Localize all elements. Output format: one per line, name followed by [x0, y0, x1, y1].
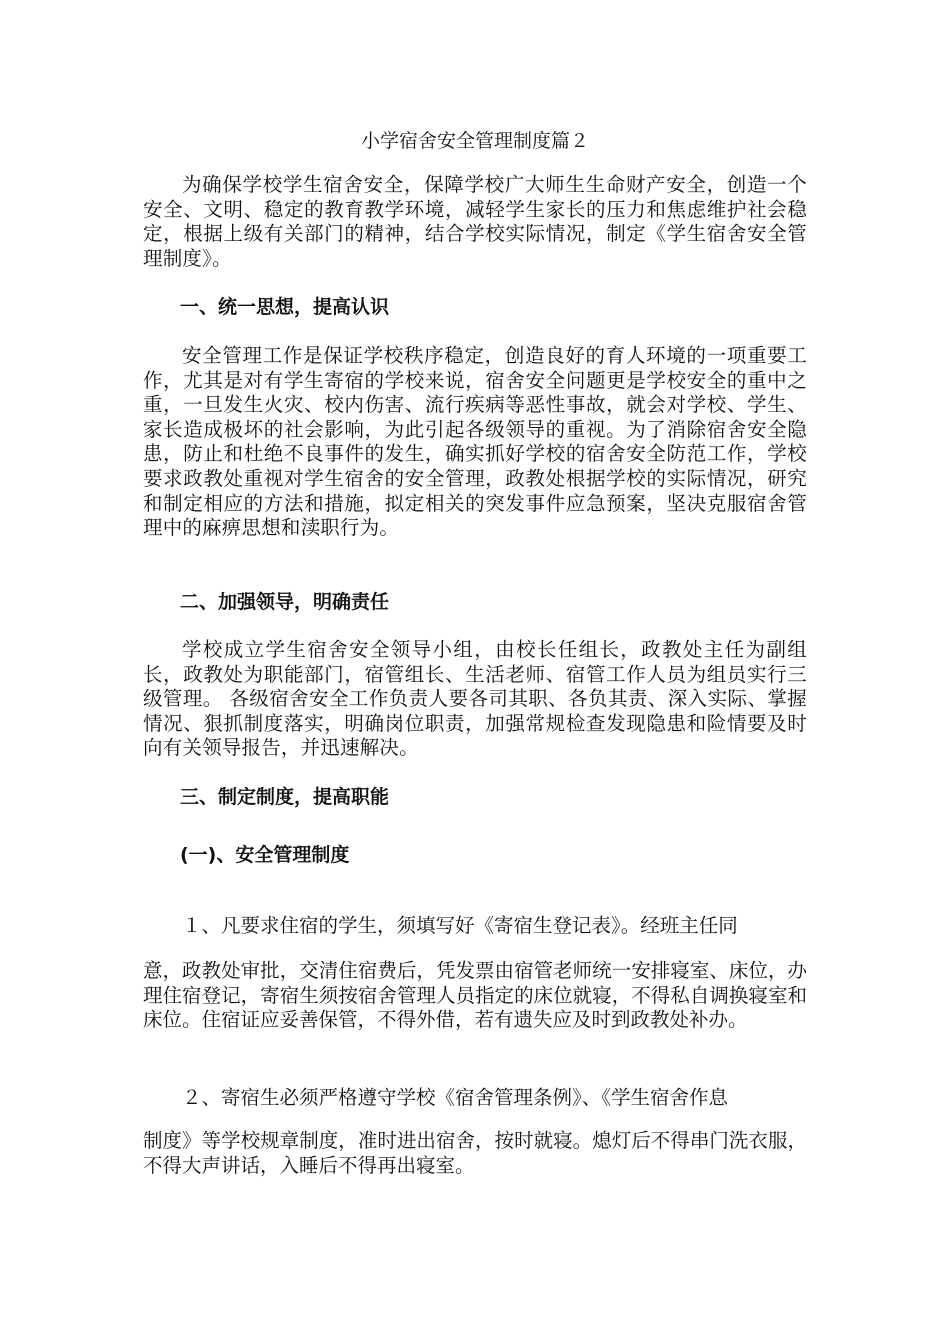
page-title: 小学宿舍安全管理制度篇２ [360, 130, 589, 152]
intro-paragraph: 为确保学校学生宿舍安全，保障学校广大师生生命财产安全，创造一个安全、文明、稳定的教育教学环境，减轻学生家长的压力和焦虑维护社会稳定，根据上级有关部门的精神，结合学校实际情况，制定《学生宿舍安全管理制度》。 [143, 173, 807, 270]
section-2-heading: 二、加强领导，明确责任 [180, 591, 390, 613]
rule-item-1-first-line: １、凡要求住宿的学生，须填写好《寄宿生登记表》。经班主任同 [182, 914, 738, 937]
rule-item-2-continuation: 制度》等学校规章制度，准时进出宿舍，按时就寝。熄灯后不得串门洗衣服，不得大声讲话，入睡后不得再出寝室。 [143, 1129, 807, 1177]
subsection-heading: (一)、安全管理制度 [180, 844, 350, 866]
section-1-heading: 一、统一思想，提高认识 [180, 296, 390, 318]
rule-item-2-first-line: ２、寄宿生必须严格遵守学校《宿舍管理条例》、《学生宿舍作息 [182, 1086, 729, 1109]
section-3-heading: 三、制定制度，提高职能 [180, 786, 390, 808]
section-2-paragraph: 学校成立学生宿舍安全领导小组，由校长任组长，政教处主任为副组长，政教处为职能部门，宿管组长、生活老师、宿管工作人员为组员实行三级管理。 各级宿舍安全工作负责人要各司其职、各负其责、深入实际、掌握情况、狠抓制度落实，明确岗位职责，加强常规检查发现隐患和险情要及时向有关领导报告，并迅速解决。 [143, 638, 807, 760]
section-1-paragraph: 安全管理工作是保证学校秩序稳定，创造良好的育人环境的一项重要工作，尤其是对有学生寄宿的学校来说，宿舍安全问题更是学校安全的重中之重，一旦发生火灾、校内伤害、流行疾病等恶性事故，就会对学校、学生、家长造成极坏的社会影响，为此引起各级领导的重视。为了消除宿舍安全隐患，防止和杜绝不良事件的发生，确实抓好学校的宿舍安全防范工作，学校要求政教处重视对学生宿舍的安全管理，政教处根据学校的实际情况，研究和制定相应的方法和措施，拟定相关的突发事件应急预案，坚决克服宿舍管理中的麻痹思想和渎职行为。 [143, 344, 807, 540]
rule-item-1-continuation: 意，政教处审批，交清住宿费后，凭发票由宿管老师统一安排寝室、床位，办理住宿登记，寄宿生须按宿舍管理人员指定的床位就寝，不得私自调换寝室和床位。住宿证应妥善保管，不得外借，若有遗失应及时到政教处补办。 [143, 959, 807, 1032]
